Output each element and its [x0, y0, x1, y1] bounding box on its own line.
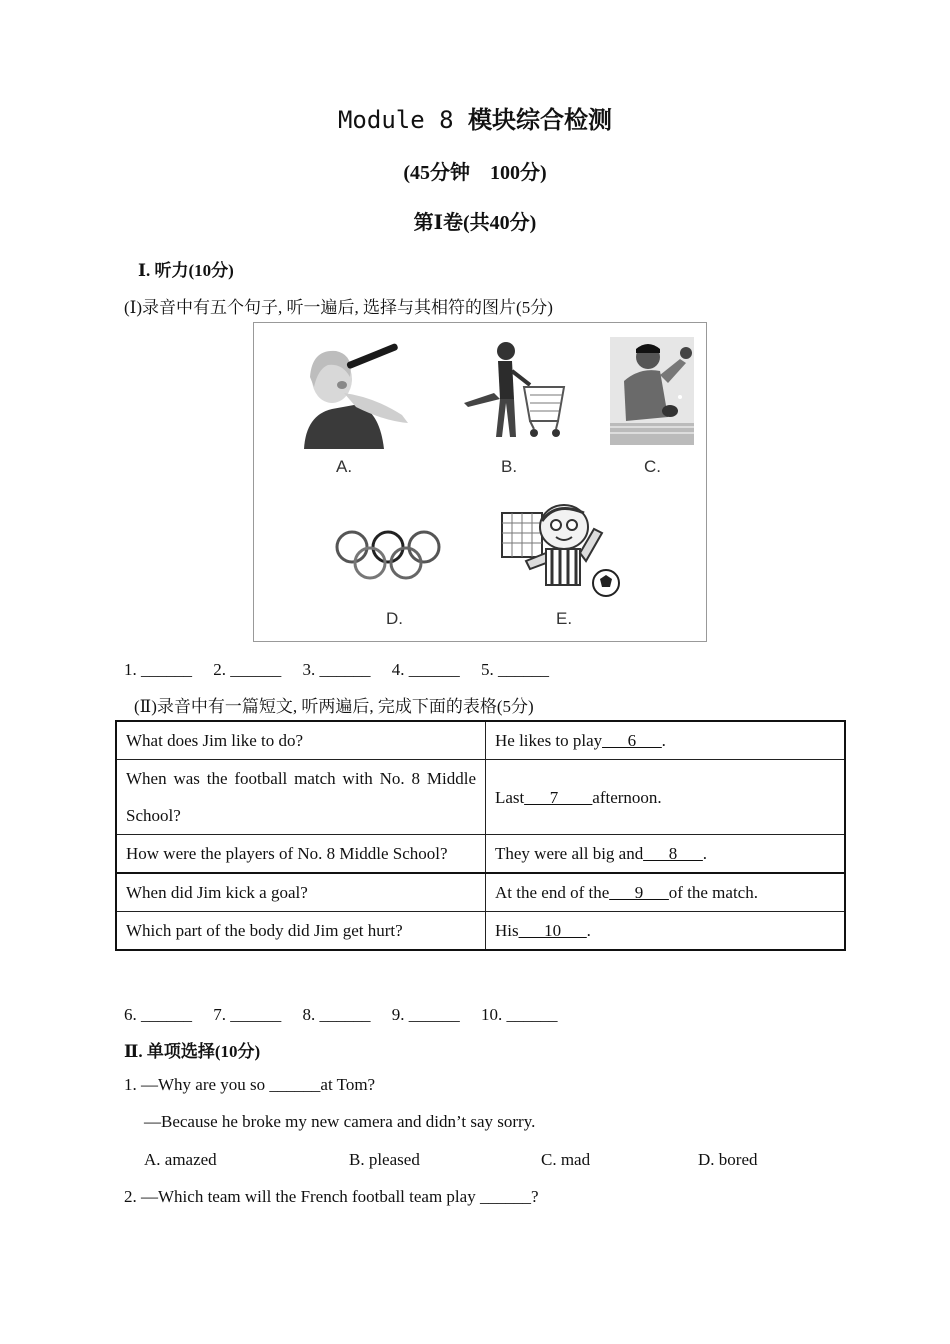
table-row — [116, 873, 845, 912]
title-cjk: 模块综合检测 — [468, 106, 613, 134]
olympic-rings-picture — [332, 527, 444, 583]
option-b[interactable]: B. pleased — [349, 1150, 420, 1169]
part-heading: 第Ⅰ卷(共40分) — [413, 212, 537, 234]
picture-label-c: C. — [644, 457, 661, 476]
picture-label-a: A. — [336, 457, 353, 476]
listening-heading: Ⅰ. 听力(10分) — [138, 261, 234, 280]
table-row — [116, 835, 845, 874]
multiple-choice-heading: Ⅱ. 单项选择(10分) — [124, 1042, 261, 1061]
question-1-response: —Because he broke my new camera and didn’t say sorry. — [144, 1112, 536, 1131]
listening-table — [115, 720, 846, 951]
table-question: How were the players of No. 8 Middle School? — [116, 835, 486, 874]
question-1: 1. —Why are you so ______at Tom? — [124, 1075, 376, 1094]
shopping-cart-picture — [454, 337, 574, 449]
singer-picture — [284, 337, 414, 449]
table-row — [116, 912, 845, 951]
table-answer: He likes to play___6___. — [486, 721, 846, 760]
table-question: When did Jim kick a goal? — [116, 873, 486, 912]
answer-blank[interactable]: ___7____ — [524, 787, 593, 807]
question-2: 2. —Which team will the French football team play ______? — [124, 1187, 539, 1206]
answer-blank[interactable]: ___9___ — [609, 883, 669, 902]
table-answer: At the end of the___9___of the match. — [486, 873, 846, 912]
listening-part1-instruction: (Ⅰ)录音中有五个句子, 听一遍后, 选择与其相符的图片(5分) — [124, 298, 553, 317]
table-answer: They were all big and___8___. — [486, 835, 846, 874]
exam-duration-score: (45分钟 100分) — [403, 162, 547, 184]
answer-blank[interactable]: ___10___ — [518, 921, 587, 940]
option-a[interactable]: A. amazed — [144, 1150, 217, 1169]
answer-blanks-6-10: 6. ______ 7. ______ 8. ______ 9. ______ 10. ______ — [124, 1005, 558, 1024]
table-row — [116, 760, 845, 835]
option-d[interactable]: D. bored — [698, 1150, 758, 1169]
option-c[interactable]: C. mad — [541, 1150, 591, 1169]
picture-figure — [253, 322, 707, 642]
table-row — [116, 721, 845, 760]
page-title — [0, 100, 950, 135]
table-answer: His___10___. — [486, 912, 846, 951]
answer-blank[interactable]: ___8___ — [643, 844, 703, 863]
football-goalkeeper-picture — [498, 499, 624, 603]
table-question: Which part of the body did Jim get hurt? — [116, 912, 486, 951]
answer-blank[interactable]: ___6___ — [602, 731, 662, 750]
title-module: Module 8 — [337, 106, 454, 134]
answer-blanks-1-5: 1. ______ 2. ______ 3. ______ 4. ______ 5. ______ — [124, 660, 549, 679]
picture-label-b: B. — [501, 457, 518, 476]
picture-label-e: E. — [556, 609, 573, 628]
table-question: When was the football match with No. 8 Middle School? — [116, 760, 486, 835]
listening-part2-instruction: (Ⅱ)录音中有一篇短文, 听两遍后, 完成下面的表格(5分) — [134, 697, 534, 716]
table-tennis-picture — [610, 337, 694, 445]
picture-label-d: D. — [386, 609, 403, 628]
table-question: What does Jim like to do? — [116, 721, 486, 760]
table-answer: Last___7____afternoon. — [486, 760, 846, 835]
